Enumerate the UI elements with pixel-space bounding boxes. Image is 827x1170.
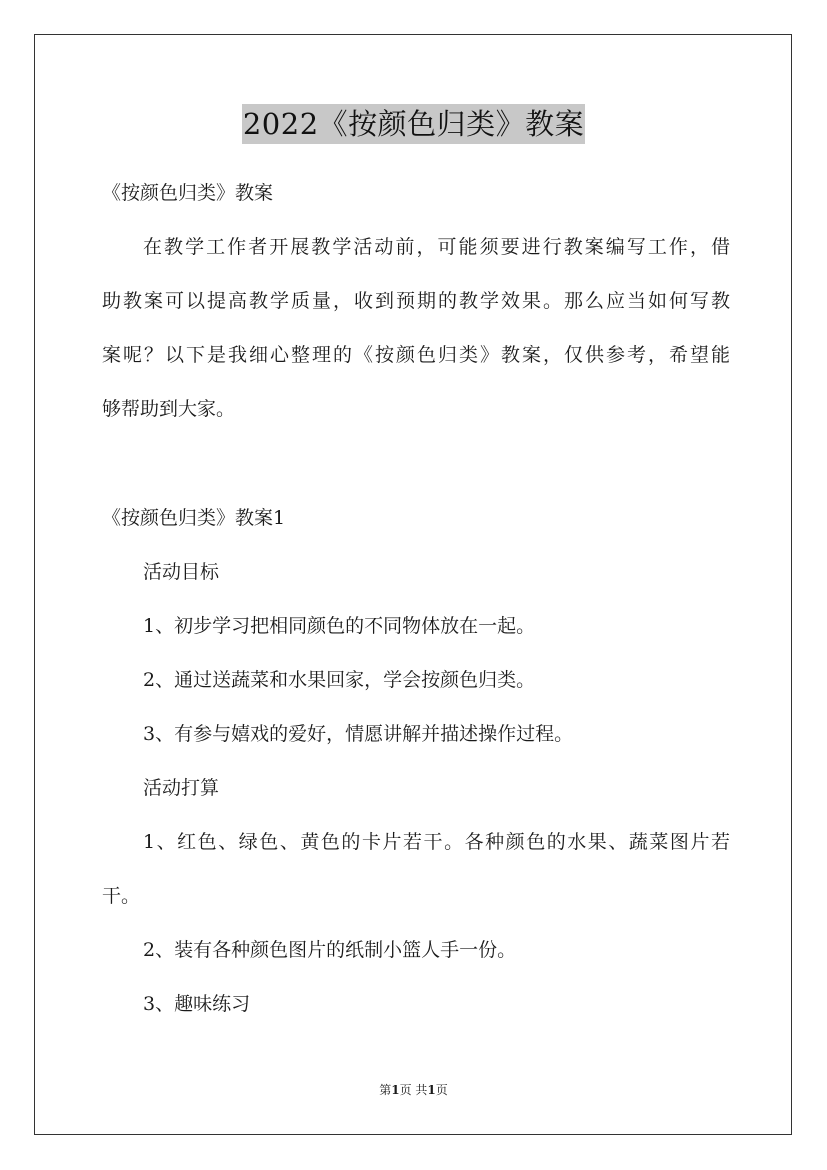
prep-line-4: 3、趣味练习 — [143, 993, 251, 1015]
footer-page-mid: 页 共 — [399, 1083, 428, 1097]
prep-line-3: 2、装有各种颜色图片的纸制小篮人手一份。 — [143, 939, 517, 961]
footer-page-prefix: 第 — [379, 1083, 392, 1097]
page-footer — [0, 1082, 827, 1098]
intro-line-1: 在教学工作者开展教学活动前，可能须要进行教案编写工作，借 — [143, 236, 730, 258]
goal-heading: 活动目标 — [143, 561, 220, 583]
footer-total-pages: 1 — [427, 1083, 436, 1097]
goal-item-2: 2、通过送蔬菜和水果回家，学会按颜色归类。 — [143, 669, 536, 691]
prep-line-1: 1、红色、绿色、黄色的卡片若干。各种颜色的水果、蔬菜图片若 — [143, 831, 730, 853]
prep-heading: 活动打算 — [143, 777, 220, 799]
intro-line-3: 案呢？以下是我细心整理的《按颜色归类》教案，仅供参考，希望能 — [102, 344, 730, 366]
title-container — [0, 104, 827, 144]
footer-page-number: 1 — [391, 1083, 400, 1097]
intro-line-4: 够帮助到大家。 — [102, 398, 236, 420]
document-subtitle: 《按颜色归类》教案 — [102, 182, 274, 204]
document-title: 2022《按颜色归类》教案 — [242, 104, 585, 144]
goal-item-1: 1、初步学习把相同颜色的不同物体放在一起。 — [143, 615, 536, 637]
section-heading: 《按颜色归类》教案1 — [102, 507, 286, 529]
prep-line-2: 干。 — [102, 885, 141, 907]
intro-line-2: 助教案可以提高教学质量，收到预期的教学效果。那么应当如何写教 — [102, 290, 730, 312]
goal-item-3: 3、有参与嬉戏的爱好，情愿讲解并描述操作过程。 — [143, 723, 574, 745]
footer-page-suffix: 页 — [435, 1083, 448, 1097]
